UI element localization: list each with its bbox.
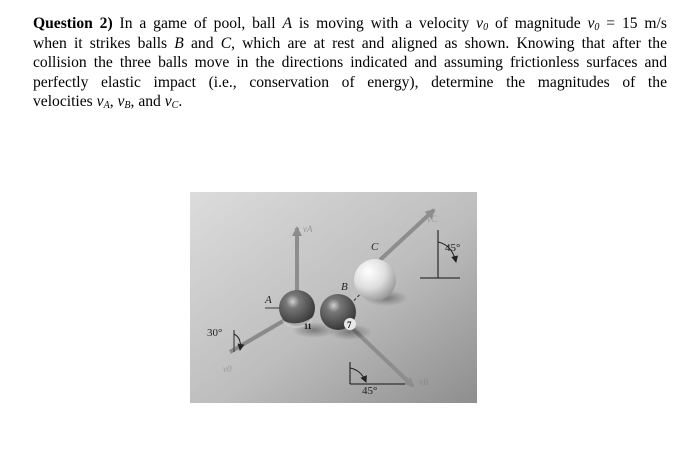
- label-a: A: [265, 294, 272, 306]
- angle-30-label: 30°: [207, 327, 223, 339]
- label-c: C: [371, 241, 379, 253]
- va-sub: A: [103, 100, 110, 112]
- ball-number-11: 11: [304, 322, 312, 331]
- angle-45-top-label: 45°: [445, 242, 461, 254]
- angle-45-bottom-label: 45°: [362, 385, 378, 397]
- v0-value: = 15 m/s: [606, 15, 667, 32]
- question-line-3: collision the three balls move in the directions indicated and assuming frictionless surfaces and: [33, 54, 667, 72]
- text-segment: of magnitude: [494, 15, 581, 32]
- question-text: [33, 14, 667, 112]
- label-va: vA: [303, 224, 313, 234]
- va-var: v: [96, 93, 104, 111]
- label-b: B: [341, 281, 348, 293]
- ball-c-ref: C: [220, 34, 232, 52]
- v0-var: v: [587, 15, 595, 32]
- ball-c: [354, 259, 396, 301]
- v0-sub: 0: [483, 22, 489, 33]
- v0-var: v: [476, 15, 484, 32]
- vb-var: v: [117, 93, 125, 111]
- vb-sub: B: [124, 100, 131, 112]
- label-v0: v0: [223, 364, 232, 374]
- label-vc: vC: [427, 214, 437, 224]
- text-segment: velocities: [33, 93, 93, 111]
- ball-b-ref: B: [174, 34, 184, 52]
- vc-sub: C: [171, 100, 179, 112]
- text-segment: when it strikes balls: [33, 34, 168, 52]
- text-segment: .: [178, 93, 183, 111]
- vc-var: v: [164, 93, 172, 111]
- question-line-4: perfectly elastic impact (i.e., conservation of energy), determine the magnitudes of the: [33, 73, 667, 91]
- text-segment: and: [191, 34, 214, 52]
- v0-sub: 0: [594, 22, 600, 33]
- text-segment: , which are at rest and aligned as shown. Knowing that after the: [231, 34, 667, 52]
- label-vb: vB: [419, 377, 429, 387]
- ball-number-7: 7: [347, 320, 352, 330]
- text-segment: In a game of pool, ball: [119, 15, 276, 32]
- text-segment: is moving with a velocity: [298, 15, 470, 32]
- question-line-2: [33, 34, 667, 54]
- pool-collision-figure: [190, 192, 477, 403]
- text-segment: and: [138, 93, 161, 111]
- question-line-1: [33, 14, 667, 34]
- question-number: Question 2): [33, 15, 113, 32]
- question-line-5: velocities $v_A$, $v_B$, and $v_C$.: [33, 93, 183, 112]
- ball-a-ref: A: [282, 15, 292, 32]
